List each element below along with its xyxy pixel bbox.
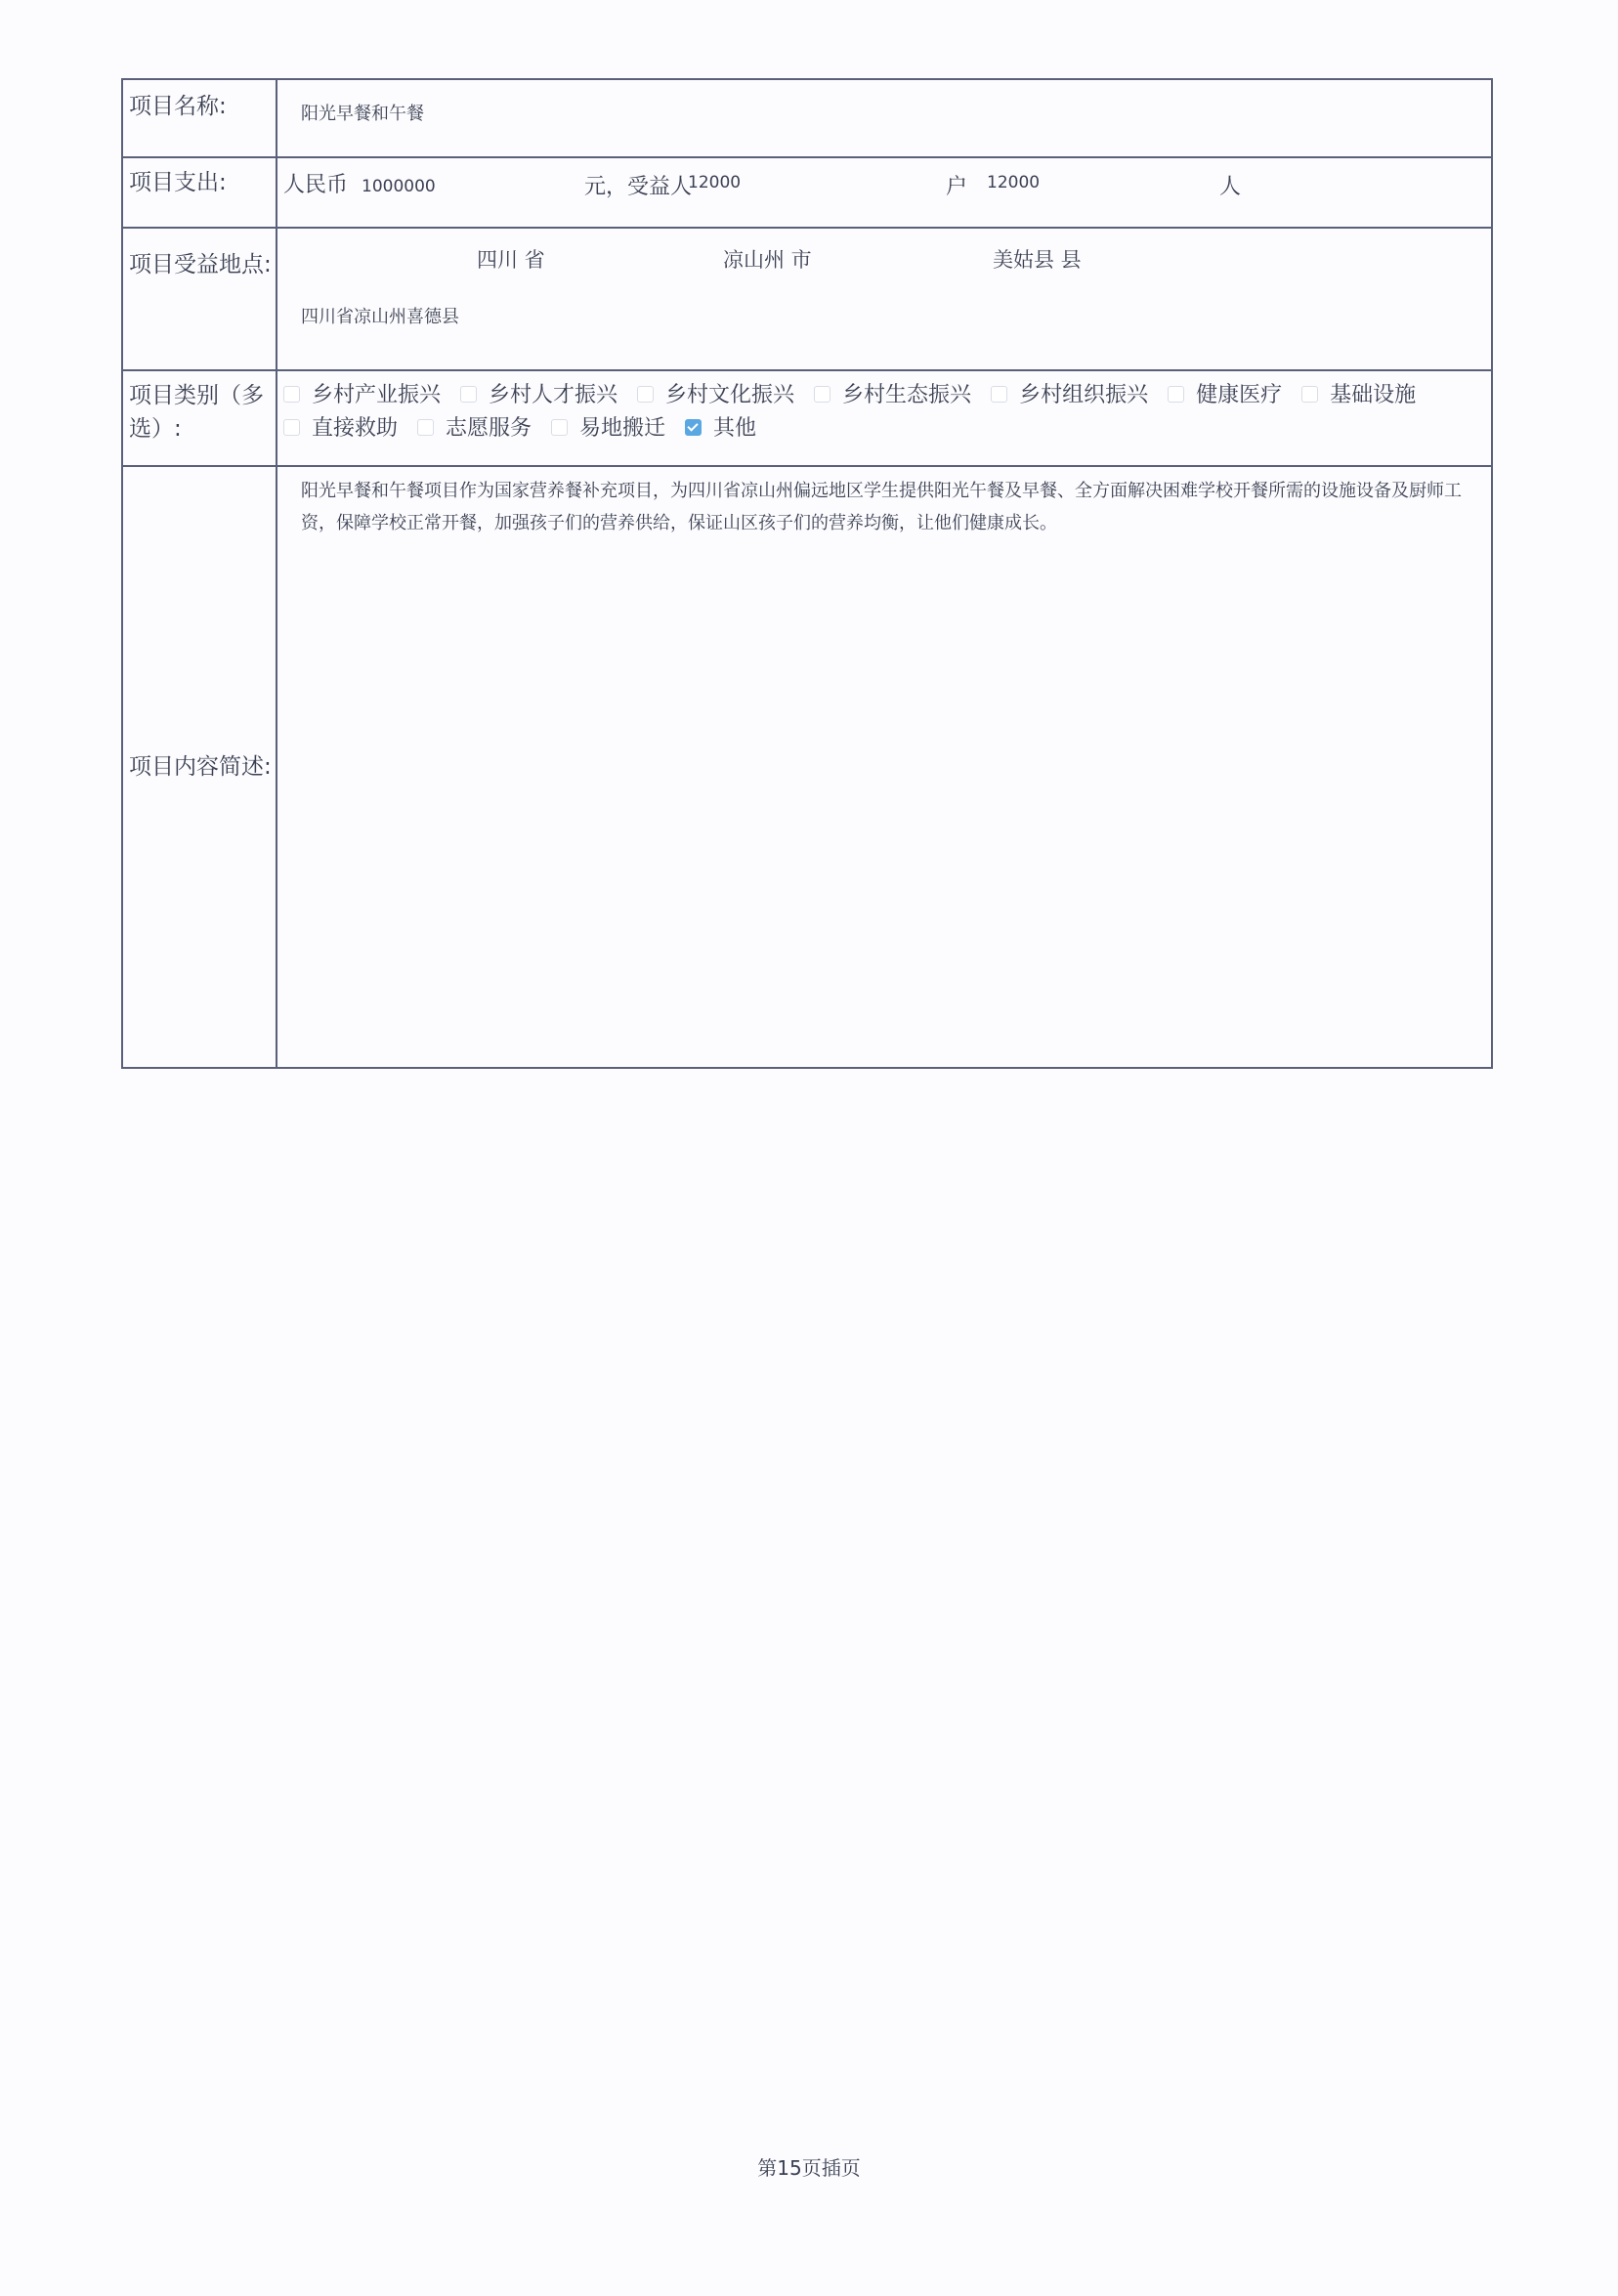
row-project-spend [122, 157, 1492, 228]
type-option-label: 其他 [713, 416, 757, 441]
page-footer: 第15页插页 [757, 2156, 861, 2180]
type-option-label: 乡村组织振兴 [1019, 383, 1149, 407]
yuan-beneficiaries-label: 元，受益人 [584, 175, 693, 199]
type-option-label: 健康医疗 [1196, 383, 1283, 407]
type-option-label: 乡村文化振兴 [665, 383, 795, 407]
type-option-label: 直接救助 [312, 416, 399, 441]
project-description-label: 项目内容简述: [122, 466, 277, 1068]
type-option-label: 乡村人才振兴 [489, 383, 618, 407]
checkbox-unchecked-icon[interactable] [637, 386, 654, 403]
type-option-8[interactable] [417, 412, 532, 446]
type-option-3[interactable] [814, 379, 971, 412]
checkbox-unchecked-icon[interactable] [283, 386, 300, 403]
person-unit: 人 [1219, 175, 1242, 199]
checkbox-unchecked-icon[interactable] [814, 386, 830, 403]
type-option-label: 易地搬迁 [579, 416, 666, 441]
project-place-label: 项目受益地点: [122, 228, 277, 370]
project-spend-label: 项目支出: [122, 157, 277, 228]
checkbox-checked-icon[interactable] [685, 419, 702, 436]
project-form-table [121, 78, 1493, 1069]
spend-amount: 1000000 [362, 177, 436, 196]
row-project-place [122, 228, 1492, 370]
type-option-label: 乡村生态振兴 [842, 383, 972, 407]
type-option-4[interactable] [991, 379, 1148, 412]
project-spend-value [277, 157, 1492, 228]
household-unit: 户 [946, 175, 968, 199]
province-value: 四川 省 [477, 248, 545, 272]
type-option-0[interactable] [283, 379, 441, 412]
place-detail-address: 四川省凉山州喜德县 [301, 307, 459, 327]
project-place-value [277, 228, 1492, 370]
checkbox-unchecked-icon[interactable] [417, 419, 434, 436]
checkbox-unchecked-icon[interactable] [460, 386, 477, 403]
household-count: 12000 [688, 173, 742, 192]
city-value: 凉山州 市 [723, 248, 812, 272]
type-option-1[interactable] [460, 379, 617, 412]
row-project-type [122, 370, 1492, 466]
checkbox-unchecked-icon[interactable] [283, 419, 300, 436]
type-option-10[interactable] [685, 412, 756, 446]
type-option-label: 乡村产业振兴 [312, 383, 442, 407]
type-option-9[interactable] [551, 412, 665, 446]
project-description-text: 阳光早餐和午餐项目作为国家营养餐补充项目，为四川省凉山州偏远地区学生提供阳光午餐及早餐、全方面解决困难学校开餐所需的设施设备及厨师工资，保障学校正常开餐，加强孩子们的营养供给，保证山区孩子们的营养均衡，让他们健康成长。 [277, 466, 1492, 1068]
row-project-description [122, 466, 1492, 1068]
county-value: 美姑县 县 [993, 248, 1082, 272]
checkbox-unchecked-icon[interactable] [1168, 386, 1184, 403]
project-type-label: 项目类别（多选）: [122, 370, 277, 466]
project-name-label: 项目名称: [122, 79, 277, 157]
checkbox-unchecked-icon[interactable] [991, 386, 1007, 403]
type-option-7[interactable] [283, 412, 398, 446]
project-name-value: 阳光早餐和午餐 [277, 79, 1492, 157]
checkbox-unchecked-icon[interactable] [551, 419, 568, 436]
person-count: 12000 [987, 173, 1041, 192]
type-option-label: 志愿服务 [446, 416, 532, 441]
checkbox-unchecked-icon[interactable] [1301, 386, 1318, 403]
project-type-options [277, 370, 1492, 466]
type-option-6[interactable] [1301, 379, 1416, 412]
row-project-name [122, 79, 1492, 157]
type-option-5[interactable] [1168, 379, 1282, 412]
currency-label: 人民币 [283, 173, 349, 197]
type-option-2[interactable] [637, 379, 794, 412]
type-option-label: 基础设施 [1330, 383, 1417, 407]
